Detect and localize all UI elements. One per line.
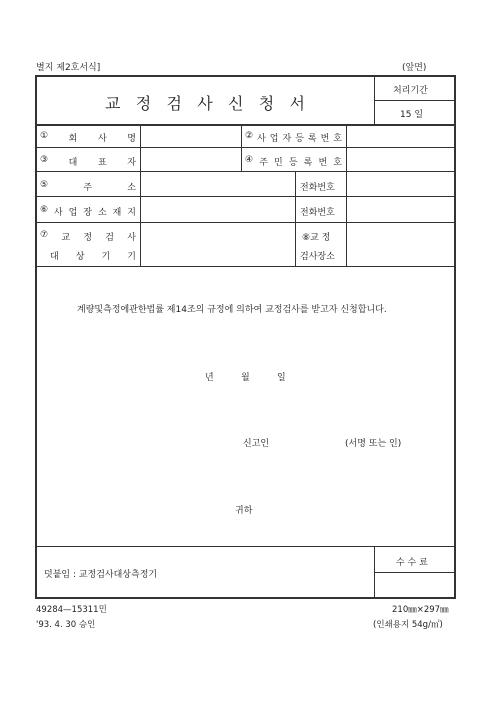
label-char: 장 xyxy=(83,208,92,218)
label-char: 호 xyxy=(333,134,342,144)
label-char: 사 xyxy=(127,233,136,243)
business-reg-number-field[interactable] xyxy=(347,125,453,146)
date-day-label: 일 xyxy=(277,373,286,383)
instrument-label-line2 xyxy=(50,249,136,262)
label-char: ⑤ xyxy=(40,180,49,190)
label-char: 록 xyxy=(307,134,317,144)
address-field[interactable] xyxy=(141,172,294,195)
representative-field[interactable] xyxy=(141,148,240,170)
label-char: 표 xyxy=(97,158,107,168)
label-char: 호 xyxy=(333,158,342,168)
label-char: 소 xyxy=(127,183,136,193)
title-char: 정 xyxy=(135,94,152,113)
business-location-field[interactable] xyxy=(141,197,294,221)
label-char: 등 xyxy=(295,134,304,144)
label-char: 기 xyxy=(101,252,111,262)
form-number: 별지 제2호서식] xyxy=(36,63,101,73)
resident-reg-number-field[interactable] xyxy=(347,148,453,170)
label-char: 대 xyxy=(50,252,59,262)
date-month-label: 월 xyxy=(241,373,250,383)
title-char: 사 xyxy=(197,94,213,113)
title-char: 청 xyxy=(258,94,275,113)
label-char: 사 xyxy=(257,134,266,144)
instrument-label-line1 xyxy=(40,230,136,243)
label-char: 주 xyxy=(83,183,93,193)
title-char: 신 xyxy=(228,94,244,113)
date-field[interactable] xyxy=(160,364,300,384)
label-char: 기 xyxy=(127,252,136,262)
label-char: ④ xyxy=(245,155,254,165)
business-phone-field[interactable] xyxy=(347,197,453,221)
label-char: ⑦ xyxy=(40,230,49,240)
form-code: 49284—15311민 xyxy=(36,605,107,615)
applicant-field[interactable] xyxy=(275,430,343,450)
title-char: 검 xyxy=(166,94,182,113)
fee-field[interactable] xyxy=(375,573,453,597)
addressee-label: 귀하 xyxy=(235,506,253,516)
label-char: ① xyxy=(40,131,49,141)
label-char: 번 xyxy=(320,134,330,144)
inspection-place-label-line2: 검사장소 xyxy=(300,252,335,262)
label-char: 명 xyxy=(127,134,136,144)
instrument-field[interactable] xyxy=(141,223,294,265)
applicant-label: 신고인 xyxy=(243,439,270,449)
label-char: 검 xyxy=(105,233,114,243)
label-char: 재 xyxy=(112,208,122,218)
address-label xyxy=(40,180,136,193)
label-char: 번 xyxy=(318,158,328,168)
address-phone-label: 전화번호 xyxy=(300,183,335,193)
label-char: 교 xyxy=(61,233,71,243)
business-reg-number-label xyxy=(245,131,342,144)
label-char: 지 xyxy=(127,208,136,218)
form-title xyxy=(105,91,305,114)
label-char: 대 xyxy=(68,158,78,168)
representative-label xyxy=(40,155,136,168)
application-statement: 계량및측정에관한법률 제14조의 규정에 의하여 교정검사를 받고자 신청합니다. xyxy=(77,305,387,315)
fee-label: 수 수 료 xyxy=(396,558,428,568)
label-char: 사 xyxy=(54,208,63,218)
label-char: 업 xyxy=(68,208,78,218)
title-char: 교 xyxy=(105,94,121,113)
label-char: 자 xyxy=(282,134,292,144)
processing-period-label: 처리기간 xyxy=(393,86,428,96)
processing-period-value: 15 일 xyxy=(400,110,424,120)
label-char: 등 xyxy=(288,158,298,168)
address-phone-field[interactable] xyxy=(347,172,453,195)
date-year-label: 년 xyxy=(205,373,214,383)
label-char: 자 xyxy=(127,158,136,168)
label-char: 업 xyxy=(269,134,279,144)
paper-weight: (인쇄용지 54g/㎡) xyxy=(373,620,443,630)
label-char: 정 xyxy=(83,233,93,243)
signature-label: (서명 또는 인) xyxy=(345,439,402,449)
inspection-place-field[interactable] xyxy=(347,223,453,265)
label-char: ③ xyxy=(40,155,49,165)
inspection-place-label-line1: ⑧교 정 xyxy=(302,233,331,243)
page-side-label: (앞면) xyxy=(402,63,427,73)
title-char: 서 xyxy=(289,94,305,113)
company-name-label xyxy=(40,131,136,144)
business-location-label xyxy=(40,205,136,218)
label-char: 소 xyxy=(97,208,107,218)
label-char: 주 xyxy=(259,158,268,168)
label-char: ② xyxy=(245,131,254,141)
business-phone-label: 전화번호 xyxy=(300,208,335,218)
paper-size: 210㎜×297㎜ xyxy=(392,605,449,615)
company-name-field[interactable] xyxy=(141,125,240,146)
label-char: 록 xyxy=(303,158,313,168)
approval-date: '93. 4. 30 승인 xyxy=(36,620,96,630)
label-char: 사 xyxy=(97,134,107,144)
label-char: 민 xyxy=(274,158,283,168)
attachment-note: 덧붙임 : 교정검사대상측정기 xyxy=(44,570,158,580)
label-char: ⑥ xyxy=(40,205,49,215)
resident-reg-number-label xyxy=(245,155,342,168)
label-char: 회 xyxy=(68,134,78,144)
label-char: 상 xyxy=(75,252,85,262)
